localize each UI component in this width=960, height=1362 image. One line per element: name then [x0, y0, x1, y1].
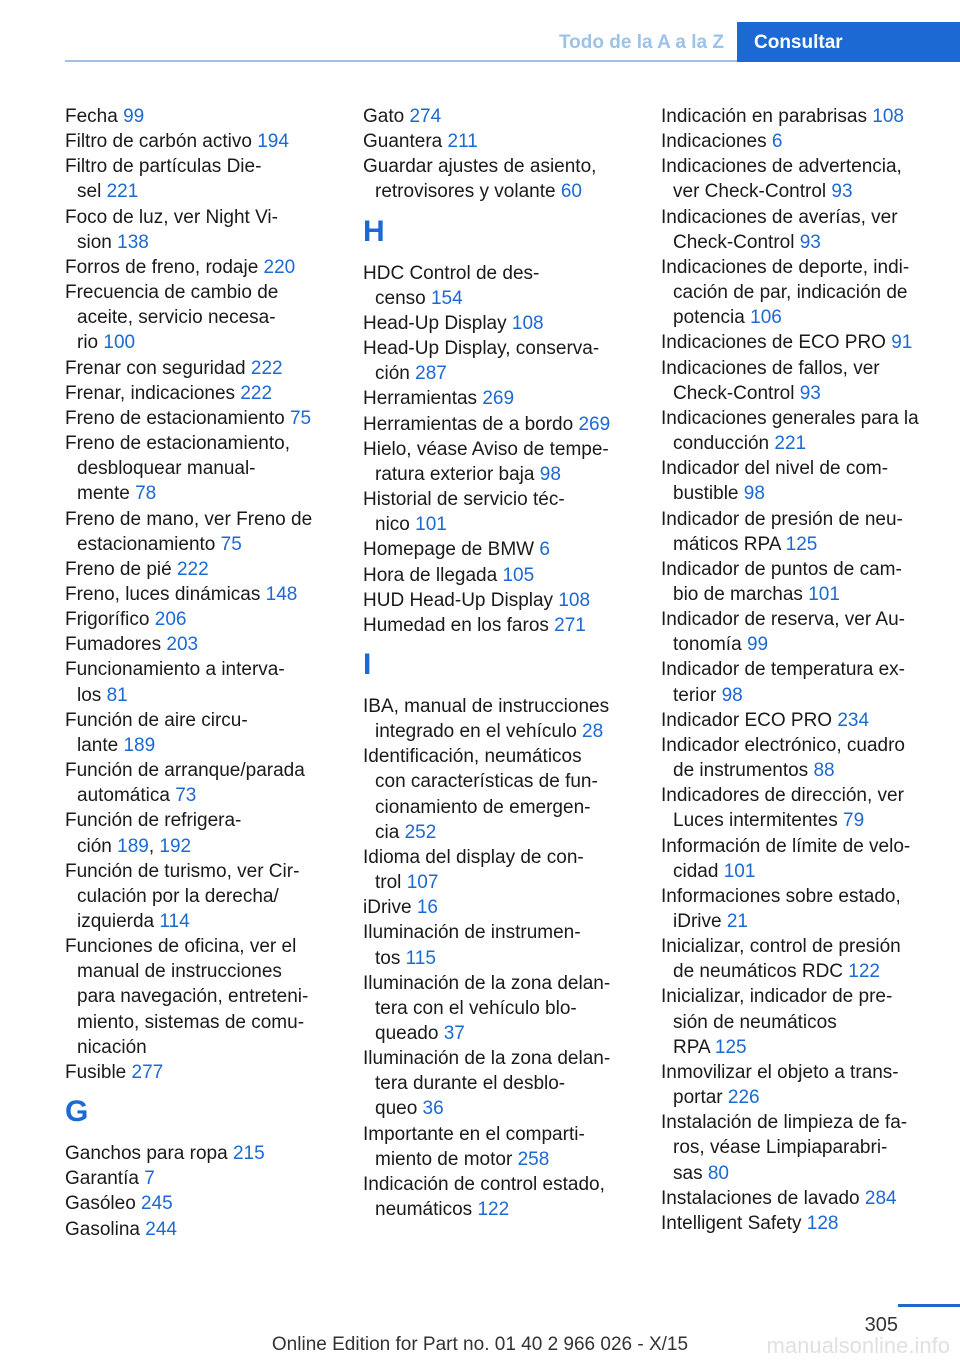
- entry-text: Indicador de puntos de cam‐: [661, 558, 902, 580]
- entry-text: Frenar con seguridad: [65, 357, 251, 379]
- index-entry: [363, 311, 635, 336]
- entry-text: Información de límite de velo‐: [661, 835, 911, 857]
- index-entry: [65, 205, 337, 255]
- page-link[interactable]: 122: [848, 961, 880, 983]
- index-entry: [363, 920, 635, 970]
- index-entry: [363, 386, 635, 411]
- entry-text: terior: [673, 684, 722, 706]
- entry-text: RPA: [673, 1036, 715, 1058]
- page-link[interactable]: 284: [864, 1187, 897, 1209]
- index-entry: [65, 1191, 337, 1216]
- page-link[interactable]: 269: [578, 413, 611, 435]
- entry-text: Freno de estacionamiento,: [65, 433, 290, 455]
- entry-text: Indicaciones: [661, 131, 772, 153]
- index-entry: [65, 280, 337, 355]
- entry-text: Inicializar, indicador de pre‐: [661, 986, 893, 1008]
- index-entry: [65, 1217, 337, 1242]
- index-entry: [65, 154, 337, 204]
- index-entry: [65, 356, 337, 381]
- index-entry: [661, 330, 933, 355]
- page-link[interactable]: 277: [131, 1061, 164, 1083]
- page-link[interactable]: 88: [813, 760, 835, 782]
- page-link[interactable]: 287: [415, 363, 447, 385]
- entry-text: aceite, servicio necesa‐: [77, 307, 276, 329]
- page-link[interactable]: 271: [554, 614, 586, 636]
- page-link[interactable]: 99: [746, 634, 769, 656]
- entry-text: automática: [77, 785, 176, 807]
- page-link[interactable]: 101: [808, 583, 840, 605]
- index-entry: [661, 356, 933, 406]
- index-entry: [661, 406, 933, 456]
- entry-text: Herramientas: [363, 388, 483, 410]
- entry-text: ratura exterior baja: [375, 463, 540, 485]
- entry-text: Frenar, indicaciones: [65, 382, 241, 404]
- entry-text: Instalaciones de lavado: [661, 1187, 865, 1209]
- entry-text: conducción: [673, 433, 775, 455]
- page-link[interactable]: 222: [240, 382, 273, 404]
- page-link[interactable]: 108: [872, 106, 904, 127]
- index-entry: [65, 431, 337, 506]
- entry-text: Inmovilizar el objeto a trans‐: [661, 1061, 899, 1083]
- entry-text: Gasolina: [65, 1218, 146, 1240]
- entry-text: cia: [375, 821, 405, 843]
- entry-text: Humedad en los faros: [363, 614, 555, 636]
- entry-text: IBA, manual de instrucciones: [363, 695, 610, 717]
- entry-text: ,: [148, 835, 160, 857]
- index-entry: [363, 336, 635, 386]
- entry-text: manual de instrucciones: [77, 961, 282, 983]
- entry-text: Gasóleo: [65, 1193, 142, 1215]
- page-link[interactable]: 220: [263, 256, 296, 278]
- page-link[interactable]: 6: [539, 539, 550, 561]
- index-entry: [661, 657, 933, 707]
- index-entry: [661, 783, 933, 833]
- page-link[interactable]: 211: [447, 131, 478, 153]
- entry-text: Indicadores de dirección, ver: [661, 785, 904, 807]
- entry-text: Indicaciones de advertencia,: [661, 156, 902, 178]
- page-link[interactable]: 60: [560, 181, 582, 203]
- page-link[interactable]: 106: [750, 307, 782, 329]
- entry-text: tera durante el desblo‐: [375, 1073, 566, 1095]
- page-link[interactable]: 101: [415, 514, 447, 536]
- index-entry: [65, 406, 337, 431]
- entry-text: con características de fun‐: [375, 771, 598, 793]
- entry-text: Check-Control: [673, 382, 800, 404]
- index-entry: [661, 1110, 933, 1185]
- index-entry: [65, 255, 337, 280]
- entry-text: tonomía: [673, 634, 747, 656]
- page-link[interactable]: 6: [771, 131, 783, 153]
- page-link[interactable]: 73: [175, 785, 197, 807]
- entry-text: queo: [375, 1098, 423, 1120]
- page-number: 305: [864, 1314, 898, 1336]
- page-link[interactable]: 108: [511, 312, 544, 334]
- index-entry: [363, 261, 635, 311]
- entry-text: ción: [375, 363, 416, 385]
- index-entry: [661, 1060, 933, 1110]
- entry-text: portar: [673, 1087, 728, 1109]
- index-entry: [363, 845, 635, 895]
- index-entry: [65, 1141, 337, 1166]
- index-entry: [661, 1211, 933, 1236]
- index-entry: [65, 607, 337, 632]
- page-link[interactable]: 99: [123, 106, 145, 127]
- entry-text: Instalación de limpieza de fa‐: [661, 1112, 908, 1134]
- entry-text: Indicaciones de ECO PRO: [661, 332, 892, 354]
- page-link[interactable]: 36: [422, 1098, 444, 1120]
- entry-text: Iluminación de la zona delan‐: [363, 1048, 611, 1070]
- index-entry: [661, 834, 933, 884]
- page-link[interactable]: 244: [145, 1218, 177, 1240]
- entry-text: iDrive: [673, 911, 727, 932]
- index-entry: [65, 104, 337, 129]
- page-link[interactable]: 101: [723, 860, 756, 882]
- entry-text: censo: [375, 287, 431, 309]
- entry-text: Idioma del display de con‐: [363, 846, 584, 868]
- index-entry: [65, 657, 337, 707]
- entry-text: Hielo, véase Aviso de tempe‐: [363, 438, 609, 460]
- entry-text: cionamiento de emergen‐: [375, 796, 591, 818]
- page-link[interactable]: 98: [743, 483, 765, 505]
- entry-text: de instrumentos: [673, 760, 814, 782]
- index-entry: [363, 437, 635, 487]
- index-letter-heading: I: [363, 647, 372, 681]
- entry-text: ros, véase Limpiaparabri‐: [673, 1137, 888, 1159]
- entry-text: queado: [375, 1023, 444, 1044]
- entry-text: Guardar ajustes de asiento,: [363, 156, 597, 178]
- index-entry: [65, 129, 337, 154]
- index-entry: [363, 1122, 635, 1172]
- entry-text: Fumadores: [65, 634, 167, 656]
- index-entry: [661, 1186, 933, 1211]
- page-link[interactable]: 100: [103, 332, 136, 354]
- entry-text: trol: [375, 872, 407, 894]
- page-link[interactable]: 80: [707, 1162, 729, 1184]
- page-link[interactable]: 234: [837, 709, 870, 731]
- page-link[interactable]: 206: [154, 609, 187, 631]
- page-link[interactable]: 108: [558, 589, 591, 611]
- entry-text: de neumáticos RDC: [673, 961, 849, 983]
- index-column-1: [65, 104, 337, 1242]
- page-link[interactable]: 222: [250, 357, 283, 379]
- page-link[interactable]: 221: [106, 181, 139, 203]
- index-entry: [363, 104, 635, 129]
- page-link[interactable]: 274: [409, 106, 442, 127]
- entry-text: Foco de luz, ver Night Vi‐: [65, 206, 278, 228]
- entry-text: Fecha: [65, 106, 124, 127]
- page-link[interactable]: 194: [257, 131, 289, 153]
- page-link[interactable]: 245: [141, 1193, 173, 1215]
- page-link[interactable]: 21: [726, 911, 748, 932]
- entry-text: miento, sistemas de comu‐: [77, 1011, 305, 1033]
- index-entry: [65, 582, 337, 607]
- entry-text: Freno de mano, ver Freno de: [65, 508, 313, 530]
- entry-text: Indicador del nivel de com‐: [661, 458, 889, 480]
- index-entry: [661, 708, 933, 733]
- page-link[interactable]: 16: [416, 897, 438, 919]
- entry-text: Indicador de reserva, ver Au‐: [661, 609, 905, 631]
- page-link[interactable]: 93: [799, 231, 821, 253]
- page-link[interactable]: 37: [443, 1023, 465, 1044]
- entry-text: ción: [77, 835, 118, 857]
- entry-text: Freno de pié: [65, 558, 177, 580]
- entry-text: iDrive: [363, 897, 417, 919]
- entry-text: Función de turismo, ver Cir‐: [65, 860, 300, 882]
- entry-text: Filtro de carbón activo: [65, 131, 258, 153]
- page-link[interactable]: 128: [806, 1212, 839, 1234]
- page-link[interactable]: 154: [430, 287, 463, 309]
- entry-text: Indicaciones de averías, ver: [661, 206, 898, 228]
- entry-text: Inicializar, control de presión: [661, 936, 901, 958]
- index-entry: [65, 381, 337, 406]
- entry-text: Head-Up Display, conserva‐: [363, 338, 600, 360]
- index-entry: [661, 934, 933, 984]
- index-entry: [65, 859, 337, 934]
- page-link[interactable]: 122: [477, 1199, 510, 1221]
- entry-text: Hora de llegada: [363, 564, 503, 586]
- entry-text: mente: [77, 483, 136, 505]
- entry-text: Indicaciones de deporte, indi‐: [661, 256, 910, 278]
- index-entry: [363, 694, 635, 744]
- index-entry: [65, 507, 337, 557]
- entry-text: Gato: [363, 106, 410, 127]
- entry-text: Head-Up Display: [363, 312, 512, 334]
- index-column-2: [363, 104, 635, 1222]
- entry-text: sion: [77, 231, 118, 253]
- page-link[interactable]: 7: [144, 1168, 155, 1190]
- entry-text: Fusible: [65, 1061, 132, 1083]
- page-link[interactable]: 93: [831, 181, 853, 203]
- entry-text: Indicaciones de fallos, ver: [661, 357, 880, 379]
- index-entry: [661, 104, 933, 129]
- entry-text: Indicaciones generales para la: [661, 407, 919, 429]
- watermark-text: manualsonline.info: [766, 1333, 950, 1358]
- index-entry: [363, 744, 635, 845]
- header-section-title: Todo de la A a la Z: [558, 32, 724, 53]
- entry-text: Historial de servicio téc‐: [363, 489, 565, 511]
- index-entry: [363, 613, 635, 638]
- index-entry: [363, 971, 635, 1046]
- entry-text: Indicación en parabrisas: [661, 106, 873, 127]
- index-entry: [363, 412, 635, 437]
- page-link[interactable]: 222: [176, 558, 209, 580]
- page-link[interactable]: 221: [774, 433, 807, 455]
- entry-text: desbloquear manual‐: [77, 458, 256, 480]
- page-link[interactable]: 28: [582, 721, 604, 743]
- entry-text: potencia: [673, 307, 751, 329]
- entry-text: Identificación, neumáticos: [363, 746, 582, 768]
- entry-text: Indicador ECO PRO: [661, 709, 838, 731]
- page-link[interactable]: 125: [785, 533, 818, 555]
- index-entry: [65, 708, 337, 758]
- entry-text: Guantera: [363, 131, 448, 153]
- entry-text: Check-Control: [673, 231, 800, 253]
- index-entry: [363, 154, 635, 204]
- index-entry: [661, 129, 933, 154]
- entry-text: sas: [673, 1162, 708, 1184]
- entry-text: Iluminación de instrumen‐: [363, 922, 581, 944]
- page-link[interactable]: 98: [721, 684, 743, 706]
- entry-text: los: [77, 684, 107, 706]
- entry-text: Filtro de partículas Die‐: [65, 156, 262, 178]
- entry-text: Indicador de presión de neu‐: [661, 508, 903, 530]
- page-link[interactable]: 75: [220, 533, 242, 555]
- page-link[interactable]: 93: [799, 382, 821, 404]
- index-entry: [65, 808, 337, 858]
- entry-text: integrado en el vehículo: [375, 721, 583, 743]
- entry-text: bustible: [673, 483, 744, 505]
- page-link[interactable]: 79: [843, 810, 865, 832]
- index-entry: [661, 733, 933, 783]
- entry-text: Forros de freno, rodaje: [65, 256, 264, 278]
- page-link[interactable]: 215: [232, 1143, 265, 1165]
- entry-text: bio de marchas: [673, 583, 809, 605]
- entry-text: Intelligent Safety: [661, 1212, 807, 1234]
- index-entry: [661, 884, 933, 934]
- entry-text: Frigorífico: [65, 609, 155, 631]
- page-link[interactable]: 226: [727, 1087, 760, 1109]
- index-entry: [65, 557, 337, 582]
- entry-text: Ganchos para ropa: [65, 1143, 233, 1165]
- page-link[interactable]: 269: [482, 388, 515, 410]
- entry-text: nico: [375, 514, 416, 536]
- page-link[interactable]: 98: [539, 463, 561, 485]
- index-entry: [65, 1166, 337, 1191]
- page-link[interactable]: 138: [117, 231, 149, 253]
- index-entry: [661, 205, 933, 255]
- index-entry: [65, 934, 337, 1060]
- index-entry: [363, 588, 635, 613]
- entry-text: sel: [77, 181, 107, 203]
- entry-text: Función de aire circu‐: [65, 709, 248, 731]
- index-entry: [661, 154, 933, 204]
- entry-text: estacionamiento: [77, 533, 221, 555]
- entry-text: tera con el vehículo blo‐: [375, 997, 577, 1019]
- entry-text: izquierda: [77, 911, 160, 932]
- entry-text: Freno de estacionamiento: [65, 407, 290, 429]
- page-link[interactable]: 189: [123, 734, 156, 756]
- page-link[interactable]: 115: [405, 947, 436, 969]
- index-entry: [65, 632, 337, 657]
- entry-text: Función de refrigera‐: [65, 810, 242, 832]
- index-entry: [363, 1172, 635, 1222]
- entry-text: máticos RPA: [673, 533, 786, 555]
- index-entry: [363, 1046, 635, 1121]
- entry-text: lante: [77, 734, 124, 756]
- entry-text: neumáticos: [375, 1199, 478, 1221]
- index-entry: [363, 563, 635, 588]
- index-entry: [363, 537, 635, 562]
- page-link[interactable]: 148: [265, 583, 298, 605]
- index-entry: [363, 895, 635, 920]
- entry-text: Luces intermitentes: [673, 810, 844, 832]
- index-entry: [661, 255, 933, 330]
- index-entry: [363, 129, 635, 154]
- entry-text: nicación: [77, 1036, 147, 1058]
- entry-text: Frecuencia de cambio de: [65, 282, 279, 304]
- entry-text: miento de motor: [375, 1148, 518, 1170]
- index-entry: [661, 557, 933, 607]
- entry-text: Funcionamiento a interva‐: [65, 659, 285, 681]
- index-entry: [65, 1060, 337, 1085]
- entry-text: cación de par, indicación de: [673, 282, 908, 304]
- page-link[interactable]: 91: [891, 332, 913, 354]
- index-entry: [661, 456, 933, 506]
- index-letter-heading: G: [65, 1095, 89, 1129]
- page-link[interactable]: 252: [404, 821, 437, 843]
- entry-text: rio: [77, 332, 104, 354]
- entry-text: Herramientas de a bordo: [363, 413, 579, 435]
- page-link[interactable]: 125: [714, 1036, 747, 1058]
- page-rule: [898, 1304, 960, 1307]
- entry-text: Importante en el comparti‐: [363, 1123, 585, 1145]
- index-entry: [363, 487, 635, 537]
- entry-text: para navegación, entreteni‐: [77, 986, 309, 1008]
- footer-edition-text: Online Edition for Part no. 01 40 2 966 026 - X/15: [271, 1334, 689, 1355]
- index-column-3: [661, 104, 933, 1236]
- entry-text: tos: [375, 947, 406, 969]
- entry-text: Función de arranque/parada: [65, 760, 305, 782]
- page-link[interactable]: 75: [289, 407, 312, 429]
- page-link[interactable]: 192: [159, 835, 192, 857]
- entry-text: Homepage de BMW: [363, 539, 540, 561]
- page-link[interactable]: 258: [517, 1148, 550, 1170]
- header-tab-consultar[interactable]: Consultar: [737, 22, 960, 62]
- entry-text: HDC Control de des‐: [363, 262, 540, 284]
- entry-text: Indicador de temperatura ex‐: [661, 659, 905, 681]
- entry-text: Indicación de control estado,: [363, 1173, 605, 1195]
- entry-text: Freno, luces dinámicas: [65, 583, 266, 605]
- entry-text: HUD Head-Up Display: [363, 589, 559, 611]
- page-link[interactable]: 105: [502, 564, 535, 586]
- entry-text: Garantía: [65, 1168, 145, 1190]
- index-entry: [65, 758, 337, 808]
- entry-text: culación por la derecha/: [77, 885, 279, 907]
- entry-text: Indicador electrónico, cuadro: [661, 734, 905, 756]
- page-link[interactable]: 78: [135, 483, 157, 505]
- page-link[interactable]: 107: [406, 872, 439, 894]
- page-link[interactable]: 189: [117, 835, 149, 857]
- index-entry: [661, 984, 933, 1059]
- entry-text: sión de neumáticos: [673, 1011, 837, 1033]
- entry-text: retrovisores y volante: [375, 181, 561, 203]
- entry-text: Funciones de oficina, ver el: [65, 936, 297, 958]
- page-link[interactable]: 114: [159, 911, 190, 932]
- entry-text: Informaciones sobre estado,: [661, 885, 901, 907]
- page-link[interactable]: 81: [106, 684, 128, 706]
- entry-text: Iluminación de la zona delan‐: [363, 972, 611, 994]
- index-entry: [661, 507, 933, 557]
- page-link[interactable]: 203: [166, 634, 199, 656]
- entry-text: ver Check-Control: [673, 181, 832, 203]
- index-letter-heading: H: [363, 214, 385, 248]
- entry-text: cidad: [673, 860, 724, 882]
- index-entry: [661, 607, 933, 657]
